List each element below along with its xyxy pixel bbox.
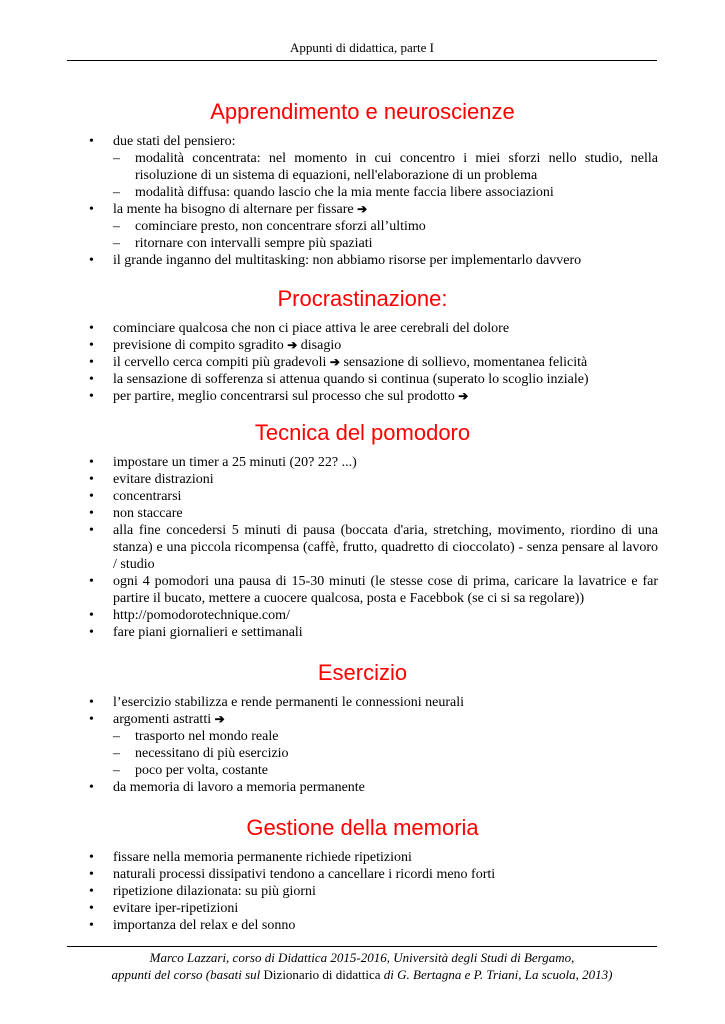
list-item — [67, 371, 658, 388]
list-item-text: cominciare qualcosa che non ci piace attiva le aree cerebrali del dolore — [113, 321, 510, 336]
list-item: • ogni 4 pomodori una pausa di 15-30 minuti (le stesse cose di prima, caricare la lavatrice e far partire il bucato, mettere a cuocere qualcosa, posta e Facebbok (se ci si sa regolare)) — [67, 573, 658, 607]
section-title-procrastinazione: Procrastinazione: — [277, 286, 448, 311]
arrow-right-icon: ➔ — [214, 712, 225, 726]
list-item: • evitare distrazioni — [67, 471, 658, 488]
sub-list-item: – modalità diffusa: quando lascio che la mia mente faccia libere associazioni — [113, 184, 658, 201]
list-item: • alla fine concedersi 5 minuti di pausa (boccata d'aria, stretching, movimento, riordino di una stanza) e una piccola ricompensa (caffè, frutto, quadretto di cioccolato) - senza pensare al lavoro / studio — [67, 522, 658, 573]
footer-line-1 — [67, 949, 657, 966]
list-item — [67, 694, 658, 711]
list-item-text: il cervello cerca compiti più gradevoli — [113, 355, 327, 370]
arrow-right-icon: ➔ — [458, 389, 469, 403]
footer-source-a: appunti del corso (basati sul — [111, 967, 264, 982]
sub-list — [113, 150, 658, 201]
footer-credit: Marco Lazzari, corso di Didattica 2015-2016, Università degli Studi di Bergamo, — [149, 950, 575, 965]
list-item: • fare piani giornalieri e settimanali — [67, 624, 658, 641]
section-list-procrastinazione — [67, 320, 658, 405]
list-item-text: l’esercizio stabilizza e rende permanenti le connessioni neurali — [113, 695, 465, 710]
list-item: • evitare iper-ripetizioni — [67, 900, 658, 917]
section-title-apprendimento: Apprendimento e neuroscienze — [210, 99, 515, 124]
arrow-right-icon: ➔ — [287, 338, 298, 352]
footer-book-title: Dizionario di didattica — [263, 967, 381, 982]
list-item-text: da memoria di lavoro a memoria permanente — [113, 780, 365, 795]
list-item: • concentrarsi — [67, 488, 658, 505]
footer-source-c: di G. Bertagna e P. Triani, La scuola, 2013) — [380, 967, 613, 982]
footer-line-2 — [67, 966, 657, 983]
section-list-apprendimento — [67, 133, 658, 269]
section-list-esercizio — [67, 694, 658, 796]
list-item: • fissare nella memoria permanente richiede ripetizioni — [67, 849, 658, 866]
section-list-pomodoro — [67, 454, 658, 641]
list-item: • naturali processi dissipativi tendono a cancellare i ricordi meno forti — [67, 866, 658, 883]
sub-list-item: – ritornare con intervalli sempre più spaziati — [113, 235, 658, 252]
list-item — [67, 388, 658, 405]
list-item-text: sensazione di sollievo, momentanea felicità — [343, 355, 588, 370]
list-item — [67, 201, 658, 252]
list-item: • non staccare — [67, 505, 658, 522]
list-item-text: argomenti astratti — [113, 712, 212, 727]
list-item — [67, 133, 658, 201]
page-header: Appunti di didattica, parte I — [67, 40, 657, 61]
sub-list-item: – cominciare presto, non concentrare sforzi all’ultimo — [113, 218, 658, 235]
page-footer — [67, 946, 657, 983]
list-item-text: il grande inganno del multitasking: non abbiamo risorse per implementarlo davvero — [113, 253, 582, 268]
list-item: • impostare un timer a 25 minuti (20? 22? ...) — [67, 454, 658, 471]
sub-list — [113, 728, 658, 779]
sub-list-item: – poco per volta, costante — [113, 762, 658, 779]
list-item-text: la mente ha bisogno di alternare per fissare — [113, 202, 354, 217]
sub-list — [113, 218, 658, 252]
list-item-link[interactable]: • http://pomodorotechnique.com/ — [67, 607, 658, 624]
list-item — [67, 252, 658, 269]
section-title-memoria: Gestione della memoria — [246, 815, 479, 840]
list-item — [67, 354, 658, 371]
list-item-text: due stati del pensiero: — [113, 134, 236, 149]
section-list-memoria — [67, 849, 658, 934]
list-item-text: previsione di compito sgradito — [113, 338, 284, 353]
list-item-text: disagio — [300, 338, 342, 353]
list-item: • importanza del relax e del sonno — [67, 917, 658, 934]
list-item-text: per partire, meglio concentrarsi sul processo che sul prodotto — [113, 389, 455, 404]
list-item — [67, 779, 658, 796]
sub-list-item: – modalità concentrata: nel momento in cui concentro i miei sforzi nello studio, nella risoluzione di un sistema di equazioni, nell'elaborazione di un problema — [113, 150, 658, 184]
document-body — [67, 98, 658, 934]
list-item — [67, 711, 658, 779]
list-item: • ripetizione dilazionata: su più giorni — [67, 883, 658, 900]
list-item-text: la sensazione di sofferenza si attenua quando si continua (superato lo scoglio inziale) — [113, 372, 589, 387]
arrow-right-icon: ➔ — [329, 355, 340, 369]
section-title-pomodoro: Tecnica del pomodoro — [254, 420, 471, 445]
list-item — [67, 337, 658, 354]
list-item — [67, 320, 658, 337]
sub-list-item: – necessitano di più esercizio — [113, 745, 658, 762]
section-title-esercizio: Esercizio — [317, 660, 408, 685]
sub-list-item: – trasporto nel mondo reale — [113, 728, 658, 745]
arrow-right-icon: ➔ — [357, 202, 368, 216]
